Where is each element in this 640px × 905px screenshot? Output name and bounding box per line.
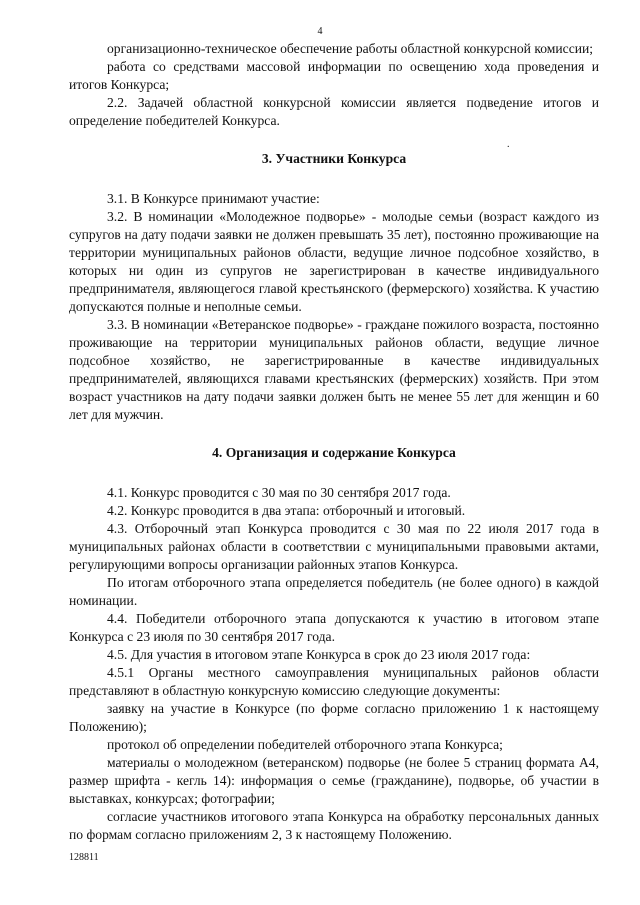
intro-paragraph-2: работа со средствами массовой информации по освещению хода проведения и итогов Конкурса; bbox=[69, 59, 599, 92]
section-4-paragraph-9: протокол об определении победителей отборочного этапа Конкурса; bbox=[107, 737, 503, 752]
section-4-paragraph-6: 4.5. Для участия в итоговом этапе Конкурса в срок до 23 июля 2017 года: bbox=[107, 647, 531, 662]
footer-document-code: 128811 bbox=[69, 852, 99, 863]
page-number: 4 bbox=[317, 26, 323, 37]
section-4-paragraph-7: 4.5.1 Органы местного самоуправления муниципальных районов области представляют в областную конкурсную комиссию следующие документы: bbox=[69, 665, 599, 698]
section-4-heading: 4. Организация и содержание Конкурса bbox=[212, 445, 456, 460]
section-3-heading: 3. Участники Конкурса bbox=[261, 151, 407, 166]
section-3-paragraph-2: 3.2. В номинации «Молодежное подворье» - молодые семьи (возраст каждого из супругов на дату подачи заявки не должен превышать 35 лет), постоянно проживающие на территории муниципальных районов области, ведущие личное подсобное хозяйство, в которых ни один из супругов не зарегистрирован в качестве индивидуального предпринимателя, являющегося главой крестьянского (фермерского) хозяйства. К участию допускаются полные и неполные семьи. bbox=[69, 209, 599, 314]
section-4-paragraph-3: 4.3. Отборочный этап Конкурса проводится с 30 мая по 22 июля 2017 года в муниципальных районах области в соответствии с муниципальными правовыми актами, регулирующими вопросы организации районных этапов Конкурса. bbox=[69, 521, 599, 572]
section-4-paragraph-11: согласие участников итогового этапа Конкурса на обработку персональных данных по формам согласно приложениям 2, 3 к настоящему Положению. bbox=[69, 809, 599, 842]
section-4-paragraph-1: 4.1. Конкурс проводится с 30 мая по 30 сентября 2017 года. bbox=[107, 485, 451, 500]
section-4-paragraph-4: По итогам отборочного этапа определяется победитель (не более одного) в каждой номинации. bbox=[69, 575, 599, 608]
stray-mark: . bbox=[507, 139, 510, 150]
section-4-paragraph-2: 4.2. Конкурс проводится в два этапа: отборочный и итоговый. bbox=[107, 503, 466, 518]
intro-paragraph-1: организационно-техническое обеспечение работы областной конкурсной комиссии; bbox=[107, 41, 594, 56]
document-body bbox=[69, 40, 599, 844]
section-4-paragraph-5: 4.4. Победители отборочного этапа допускаются к участию в итоговом этапе Конкурса с 23 июля по 30 сентября 2017 года. bbox=[69, 611, 599, 644]
section-3-paragraph-3: 3.3. В номинации «Ветеранское подворье» - граждане пожилого возраста, постоянно проживающие на территории муниципальных районов области, ведущие личное подсобное хозяйство, не зарегистрированные в качестве индивидуальных предпринимателей, являющихся главами крестьянских (фермерских) хозяйств. При этом возраст участников на дату подачи заявки должен быть не менее 55 лет для женщин и 60 лет для мужчин. bbox=[69, 317, 599, 422]
section-4-paragraph-8: заявку на участие в Конкурсе (по форме согласно приложению 1 к настоящему Положению); bbox=[69, 701, 599, 734]
intro-paragraph-3: 2.2. Задачей областной конкурсной комиссии является подведение итогов и определение победителей Конкурса. bbox=[69, 95, 599, 128]
section-3-paragraph-1: 3.1. В Конкурсе принимают участие: bbox=[107, 191, 320, 206]
section-4-paragraph-10: материалы о молодежном (ветеранском) подворье (не более 5 страниц формата А4, размер шрифта - кегль 14): информация о семье (гражданине), подворье, об участии в выставках, конкурсах; фотографии; bbox=[69, 755, 599, 806]
